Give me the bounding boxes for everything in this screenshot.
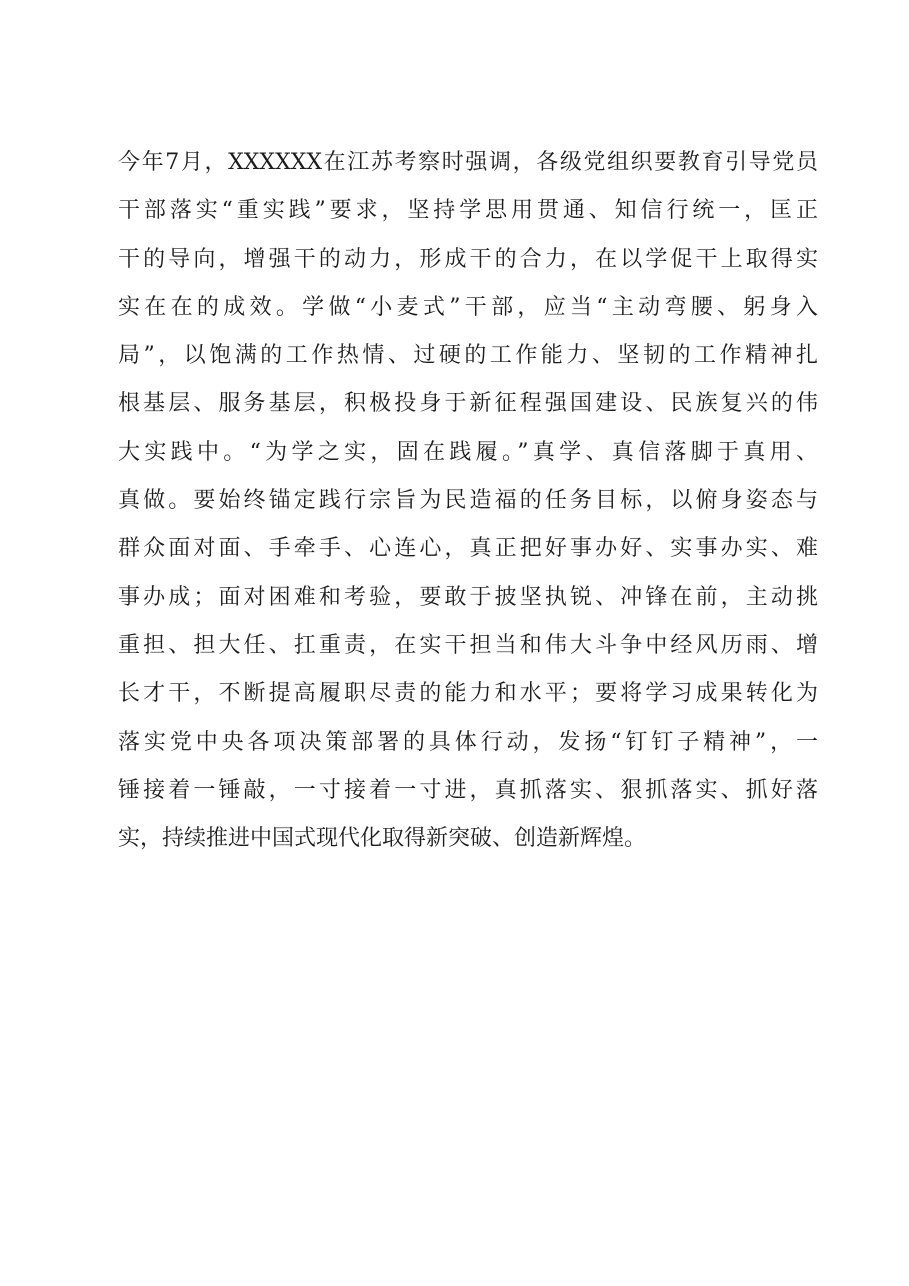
paragraph-line-11: 重担、担大任、扛重责，在实干担当和伟大斗争中经风历雨、增 [118,632,818,658]
paragraph-line-8: 真做。要始终锚定践行宗旨为民造福的任务目标，以俯身姿态与 [118,488,818,514]
paragraph-line-1: 今年7月，XXXXXX在江苏考察时强调，各级党组织要教育引导党员 [118,150,818,175]
paragraph-line-9: 群众面对面、手牵手、心连心，真正把好事办好、实事办实、难 [118,536,818,562]
paragraph-line-4: 实在在的成效。学做“小麦式”干部，应当“主动弯腰、躬身入 [118,294,818,320]
paragraph-line-13: 落实党中央各项决策部署的具体行动，发扬“钉钉子精神”，一 [118,729,818,755]
paragraph-line-14: 锤接着一锤敲，一寸接着一寸进，真抓落实、狠抓落实、抓好落 [118,777,818,803]
paragraph-line-5: 局”，以饱满的工作热情、过硬的工作能力、坚韧的工作精神扎 [118,343,818,369]
paragraph-line-10: 事办成；面对困难和考验，要敢于披坚执锐、冲锋在前，主动挑 [118,584,818,610]
paragraph-line-2: 干部落实“重实践”要求，坚持学思用贯通、知信行统一，匡正 [118,198,818,224]
paragraph-line-6: 根基层、服务基层，积极投身于新征程强国建设、民族复兴的伟 [118,391,818,417]
paragraph-line-12: 长才干，不断提高履职尽责的能力和水平；要将学习成果转化为 [118,681,818,707]
paragraph-line-3: 干的导向，增强干的动力，形成干的合力，在以学促干上取得实 [118,246,818,272]
paragraph-line-7: 大实践中。“为学之实，固在践履。”真学、真信落脚于真用、 [118,439,818,465]
paragraph-line-15: 实，持续推进中国式现代化取得新突破、创造新辉煌。 [118,826,647,852]
body-paragraph [118,139,818,863]
